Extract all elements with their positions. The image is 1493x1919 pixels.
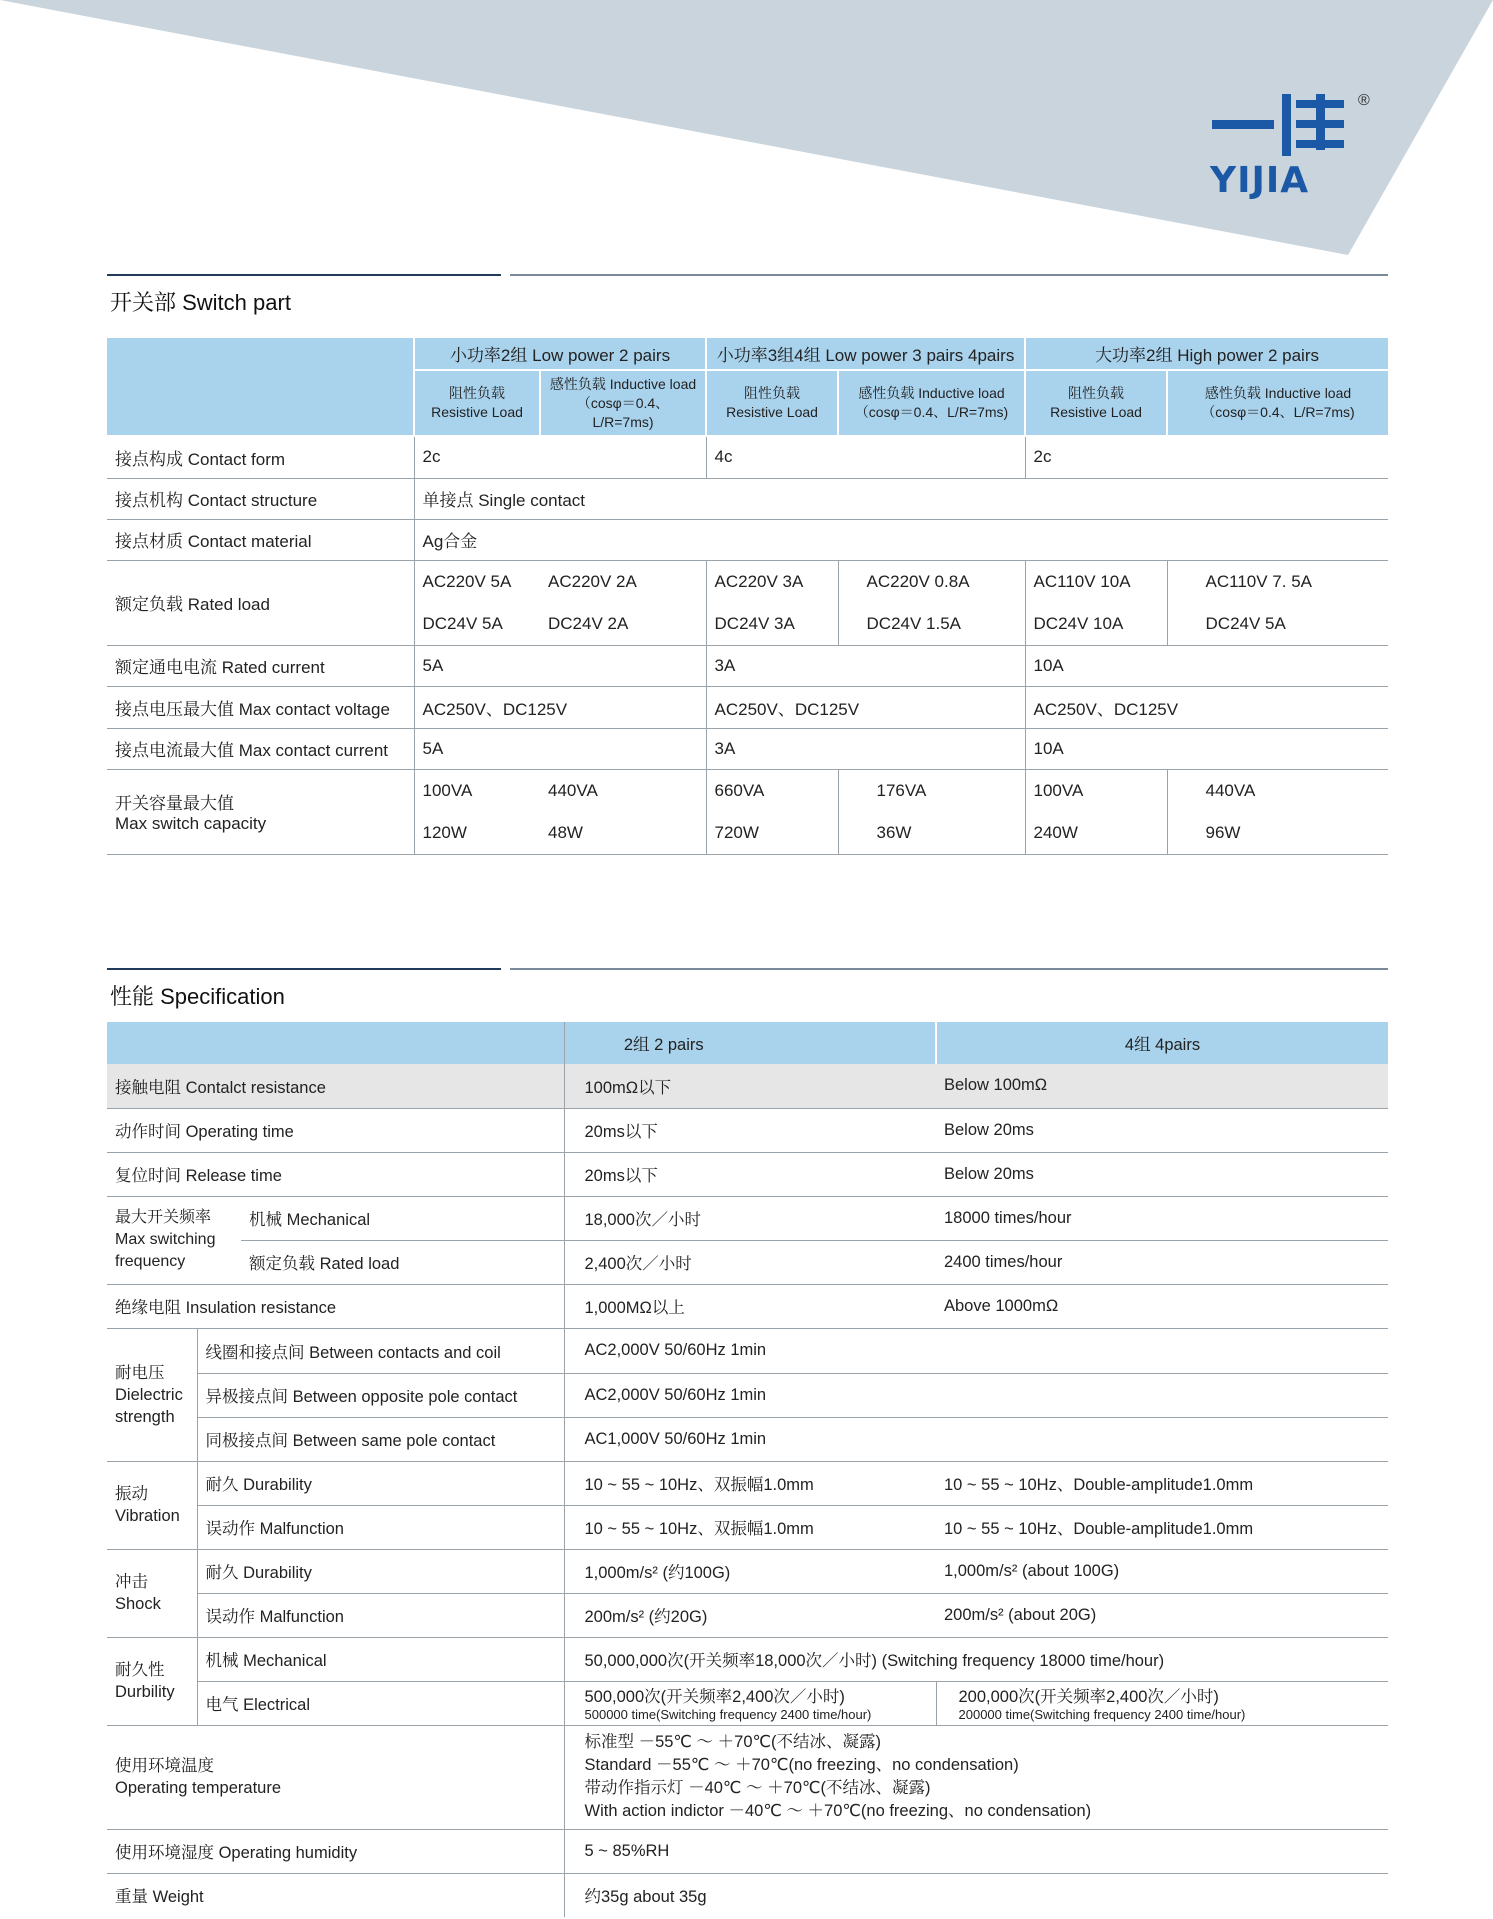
- table-row: [107, 1725, 1388, 1829]
- cell-value: 20ms以下: [564, 1152, 936, 1196]
- resistive-load-header: 阻性负载 Resistive Load: [1025, 370, 1167, 436]
- cell-value: 约35g about 35g: [564, 1873, 1388, 1917]
- cell-value: 2400 times/hour: [936, 1240, 1388, 1284]
- cell-value: Ag合金: [414, 519, 1388, 560]
- cell-value: 10A: [1025, 728, 1388, 769]
- cell-value: AC2,000V 50/60Hz 1min: [564, 1373, 1388, 1417]
- table-row: [107, 645, 1388, 686]
- logo-text: YIJIA: [1210, 160, 1310, 201]
- inductive-load-header: 感性负载 Inductive load （cosφ＝0.4、L/R=7ms): [1167, 370, 1388, 436]
- group-high-2: 大功率2组 High power 2 pairs: [1025, 338, 1388, 370]
- cell-value: 20ms以下: [564, 1108, 936, 1152]
- header-blank: [107, 338, 414, 436]
- cell-value: 2,400次／小时: [564, 1240, 936, 1284]
- table-row: [107, 1637, 1388, 1681]
- cell-value: Below 20ms: [936, 1108, 1388, 1152]
- col-2-pairs: 2组 2 pairs: [564, 1022, 936, 1064]
- table-header-row: [107, 338, 1388, 370]
- cell-value: 100mΩ以下: [564, 1064, 936, 1108]
- table-row: [107, 1196, 1388, 1240]
- cell-value: 200m/s² (about 20G): [936, 1593, 1388, 1637]
- cell-value: 100VA 240W: [1025, 769, 1167, 854]
- row-label: 电气 Electrical: [197, 1681, 564, 1725]
- row-label: 绝缘电阻 Insulation resistance: [107, 1284, 564, 1328]
- section-rule: [107, 968, 501, 970]
- cell-value: 2c: [1025, 436, 1388, 478]
- cell-value: 1,000m/s² (约100G): [564, 1549, 936, 1593]
- group-label-max-switching: 最大开关频率 Max switching frequency: [107, 1196, 241, 1284]
- row-label: 额定通电电流 Rated current: [107, 645, 414, 686]
- row-label: 接触电阻 Contalct resistance: [107, 1064, 564, 1108]
- row-label: 使用环境温度 Operating temperature: [107, 1725, 564, 1829]
- cell-value: 10 ~ 55 ~ 10Hz、Double-amplitude1.0mm: [936, 1505, 1388, 1549]
- table-header-row: [107, 1022, 1388, 1064]
- cell-value: 18,000次／小时: [564, 1196, 936, 1240]
- inductive-load-header: 感性负载 Inductive load （cosφ＝0.4、L/R=7ms): [540, 370, 706, 436]
- cell-value: 10 ~ 55 ~ 10Hz、双振幅1.0mm: [564, 1505, 936, 1549]
- cell-value: 10 ~ 55 ~ 10Hz、Double-amplitude1.0mm: [936, 1461, 1388, 1505]
- table-row: [107, 1505, 1388, 1549]
- cell-value: 440VA 48W: [540, 769, 706, 854]
- header-blank: [107, 1022, 564, 1064]
- table-row: [107, 1152, 1388, 1196]
- cell-value: AC220V 2A DC24V 2A: [540, 560, 706, 645]
- cell-value: 5A: [414, 645, 706, 686]
- table-row: [107, 1829, 1388, 1873]
- row-label: 动作时间 Operating time: [107, 1108, 564, 1152]
- table-row: [107, 769, 1388, 854]
- cell-value: Above 1000mΩ: [936, 1284, 1388, 1328]
- row-label: 机械 Mechanical: [197, 1637, 564, 1681]
- row-label: 机械 Mechanical: [241, 1196, 564, 1240]
- cell-value: 50,000,000次(开关频率18,000次／小时) (Switching frequency 18000 time/hour): [564, 1637, 1388, 1681]
- section-rule: [510, 968, 1388, 970]
- inductive-load-header: 感性负载 Inductive load （cosφ＝0.4、L/R=7ms): [838, 370, 1025, 436]
- cell-value: 单接点 Single contact: [414, 478, 1388, 519]
- table-row: [107, 1373, 1388, 1417]
- table-row: [107, 1417, 1388, 1461]
- table-row: [107, 560, 1388, 645]
- group-label-shock: 冲击 Shock: [107, 1549, 197, 1637]
- cell-value: 10 ~ 55 ~ 10Hz、双振幅1.0mm: [564, 1461, 936, 1505]
- switch-part-title: 开关部 Switch part: [110, 290, 291, 315]
- cell-value: 1,000MΩ以上: [564, 1284, 936, 1328]
- cell-value: 200,000次(开关频率2,400次／小时) 200000 time(Switching frequency 2400 time/hour): [936, 1681, 1388, 1725]
- cell-value: AC250V、DC125V: [706, 686, 1025, 728]
- row-label: 接点电压最大值 Max contact voltage: [107, 686, 414, 728]
- cell-value: AC1,000V 50/60Hz 1min: [564, 1417, 1388, 1461]
- cell-value: AC2,000V 50/60Hz 1min: [564, 1328, 1388, 1373]
- table-row: [107, 1240, 1388, 1284]
- row-label: 复位时间 Release time: [107, 1152, 564, 1196]
- cell-value: Below 100mΩ: [936, 1064, 1388, 1108]
- cell-value: 标准型 －55℃ ～ ＋70℃(不结冰、凝露) Standard －55℃ ～ ＋70℃(no freezing、no condensation) 带动作指示灯 －40℃ ～ ＋70℃(不结冰、凝露) With action indictor －40℃ ～ ＋70℃(no freezing、no condensation): [564, 1725, 1388, 1829]
- row-label: 接点机构 Contact structure: [107, 478, 414, 519]
- cell-value: AC250V、DC125V: [414, 686, 706, 728]
- cell-value: 660VA 720W: [706, 769, 838, 854]
- section-rule: [510, 274, 1388, 276]
- cell-value: AC250V、DC125V: [1025, 686, 1388, 728]
- row-label: 耐久 Durability: [197, 1549, 564, 1593]
- cell-value: 5A: [414, 728, 706, 769]
- cell-value: 176VA 36W: [838, 769, 1025, 854]
- cell-value: 10A: [1025, 645, 1388, 686]
- row-label: 使用环境湿度 Operating humidity: [107, 1829, 564, 1873]
- table-row: [107, 519, 1388, 560]
- row-label: 额定负载 Rated load: [241, 1240, 564, 1284]
- cell-value: 2c: [414, 436, 706, 478]
- row-label: 耐久 Durability: [197, 1461, 564, 1505]
- cell-value: AC220V 0.8A DC24V 1.5A: [838, 560, 1025, 645]
- specification-table: [107, 1022, 1388, 1917]
- cell-value: Below 20ms: [936, 1152, 1388, 1196]
- col-4-pairs: 4组 4pairs: [936, 1022, 1388, 1064]
- table-row: [107, 686, 1388, 728]
- table-row: [107, 1328, 1388, 1373]
- cell-value: 500,000次(开关频率2,400次／小时) 500000 time(Switching frequency 2400 time/hour): [564, 1681, 936, 1725]
- cell-value: AC220V 3A DC24V 3A: [706, 560, 838, 645]
- group-low-3-4: 小功率3组4组 Low power 3 pairs 4pairs: [706, 338, 1025, 370]
- row-label: 误动作 Malfunction: [197, 1505, 564, 1549]
- cell-value: AC110V 10A DC24V 10A: [1025, 560, 1167, 645]
- group-low-2: 小功率2组 Low power 2 pairs: [414, 338, 706, 370]
- table-row: [107, 1284, 1388, 1328]
- table-row: [107, 1064, 1388, 1108]
- row-label: 开关容量最大值 Max switch capacity: [107, 769, 414, 854]
- cell-value: 1,000m/s² (about 100G): [936, 1549, 1388, 1593]
- row-label: 接点材质 Contact material: [107, 519, 414, 560]
- cell-value: 100VA 120W: [414, 769, 540, 854]
- group-label-dielectric: 耐电压 Dielectric strength: [107, 1328, 197, 1461]
- cell-value: 440VA 96W: [1167, 769, 1388, 854]
- cell-value: 3A: [706, 645, 1025, 686]
- row-label: 线圈和接点间 Between contacts and coil: [197, 1328, 564, 1373]
- cell-value: AC220V 5A DC24V 5A: [414, 560, 540, 645]
- table-row: [107, 478, 1388, 519]
- cell-value: 200m/s² (约20G): [564, 1593, 936, 1637]
- table-row: [107, 1681, 1388, 1725]
- row-label: 同极接点间 Between same pole contact: [197, 1417, 564, 1461]
- group-label-durability: 耐久性 Durbility: [107, 1637, 197, 1725]
- group-label-vibration: 振动 Vibration: [107, 1461, 197, 1549]
- row-label: 接点构成 Contact form: [107, 436, 414, 478]
- row-label: 额定负载 Rated load: [107, 560, 414, 645]
- table-row: [107, 1108, 1388, 1152]
- resistive-load-header: 阻性负载 Resistive Load: [414, 370, 540, 436]
- table-row: [107, 1873, 1388, 1917]
- cell-value: AC110V 7. 5A DC24V 5A: [1167, 560, 1388, 645]
- table-row: [107, 728, 1388, 769]
- cell-value: 18000 times/hour: [936, 1196, 1388, 1240]
- row-label: 接点电流最大值 Max contact current: [107, 728, 414, 769]
- registered-mark: ®: [1358, 92, 1370, 109]
- cell-value: 5 ~ 85%RH: [564, 1829, 1388, 1873]
- specification-title: 性能 Specification: [110, 984, 285, 1009]
- section-rule: [107, 274, 501, 276]
- cell-value: 4c: [706, 436, 1025, 478]
- switch-part-table: [107, 338, 1388, 855]
- table-row: [107, 1549, 1388, 1593]
- table-row: [107, 1461, 1388, 1505]
- table-row: [107, 436, 1388, 478]
- row-label: 误动作 Malfunction: [197, 1593, 564, 1637]
- resistive-load-header: 阻性负载 Resistive Load: [706, 370, 838, 436]
- row-label: 重量 Weight: [115, 1888, 204, 1907]
- cell-value: 3A: [706, 728, 1025, 769]
- table-row: [107, 1593, 1388, 1637]
- row-label: 异极接点间 Between opposite pole contact: [197, 1373, 564, 1417]
